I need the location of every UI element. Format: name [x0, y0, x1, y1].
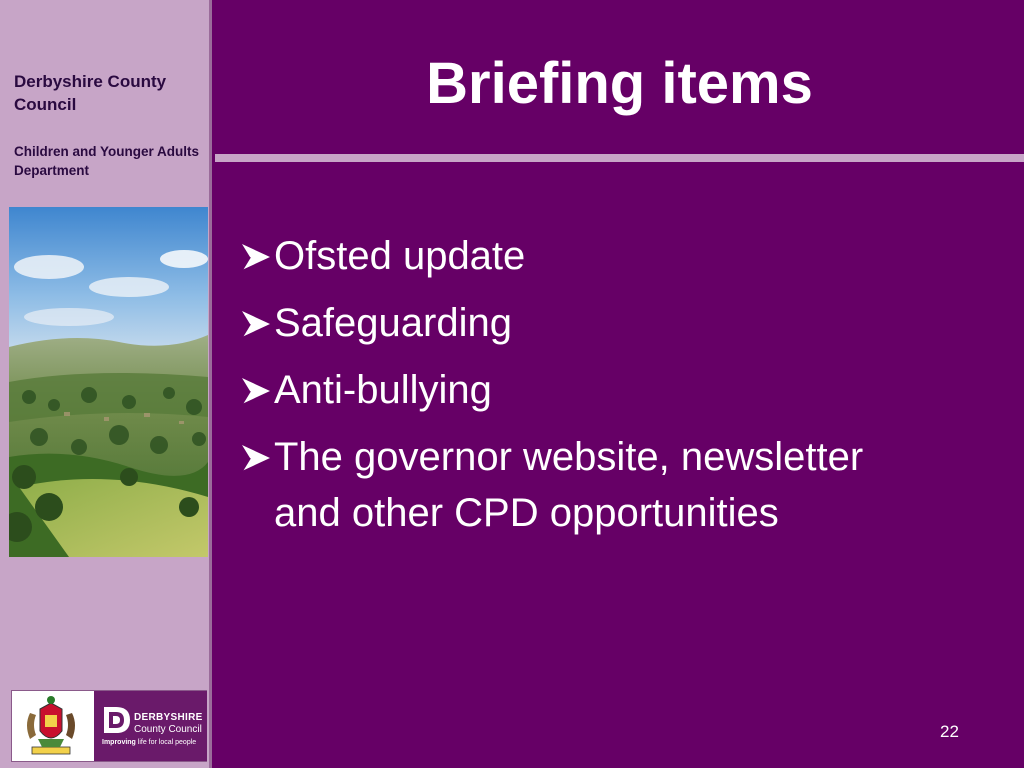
bullet-text: Ofsted update [274, 234, 526, 278]
bullet-text: The governor website, newsletter and other CPD opportunities [274, 435, 864, 535]
arrowhead-bullet-icon [240, 362, 274, 421]
bullet-item [240, 295, 940, 351]
bullet-text: Safeguarding [274, 301, 512, 345]
logo-tagline [102, 739, 196, 746]
council-wordmark [94, 691, 207, 761]
logo-name-line2: County Council [134, 724, 202, 735]
logo-tagline-rest: life for local people [135, 739, 197, 746]
landscape-photo [9, 207, 208, 557]
logo-name-line1: DERBYSHIRE [134, 712, 203, 723]
slide-number: 22 [940, 722, 959, 741]
title-divider [215, 154, 1024, 162]
council-logo-box [11, 690, 207, 762]
sidebar [0, 0, 212, 768]
organization-name: Derbyshire County Council [14, 72, 167, 114]
dd-logo-mark-icon [102, 705, 132, 735]
bullet-item [240, 228, 940, 284]
bullet-item [240, 362, 940, 418]
arrowhead-bullet-icon [240, 295, 274, 354]
bullet-item [240, 429, 940, 541]
bullet-text: Anti-bullying [274, 368, 492, 412]
department-name: Children and Younger Adults Department [14, 144, 200, 178]
arrowhead-bullet-icon [240, 429, 274, 488]
bullet-list [240, 228, 940, 552]
logo-tagline-bold: Improving [102, 739, 136, 746]
slide-title: Briefing items [426, 51, 813, 116]
coat-of-arms-icon [18, 695, 84, 759]
arrowhead-bullet-icon [240, 228, 274, 287]
